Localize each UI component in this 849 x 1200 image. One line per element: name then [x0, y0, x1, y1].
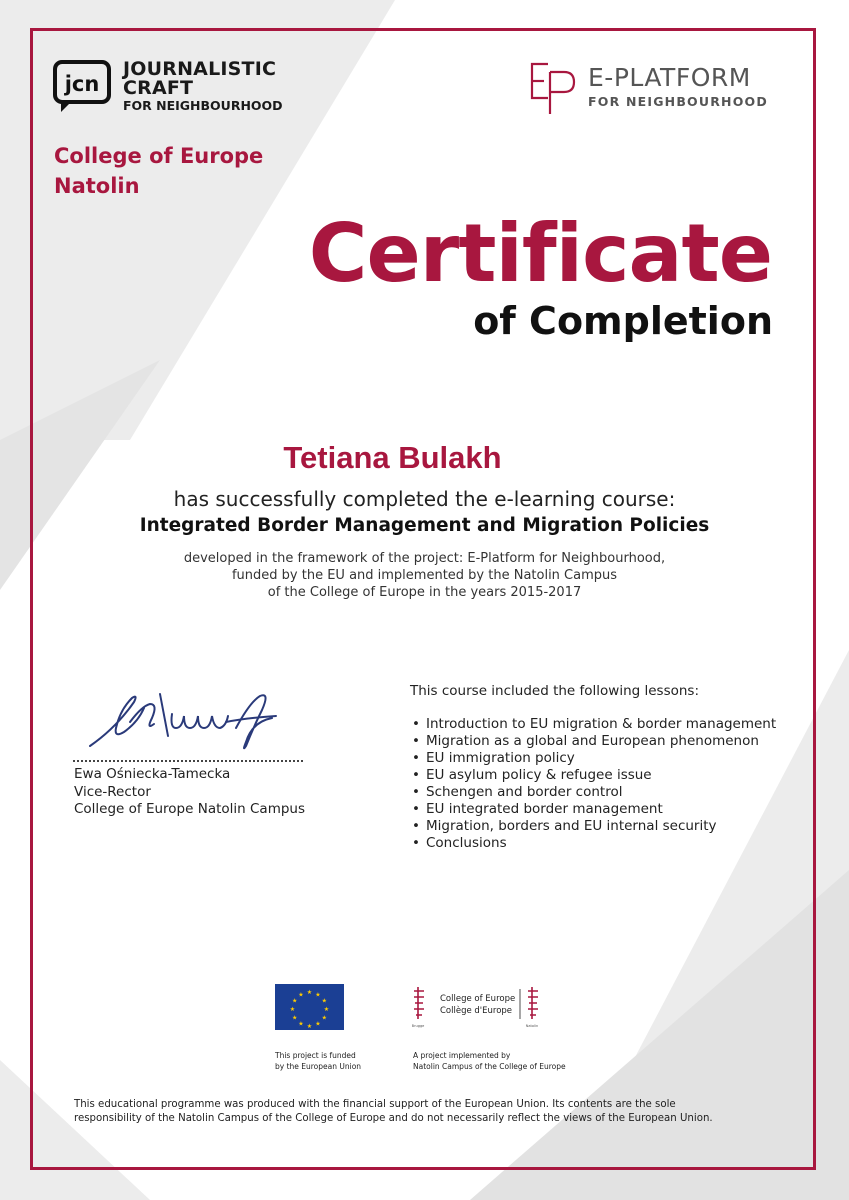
list-item: • EU asylum policy & refugee issue: [410, 767, 790, 784]
jcn-line2: CRAFT: [123, 77, 194, 99]
jcn-line3: FOR NEIGHBOURHOOD: [123, 98, 283, 113]
lessons-list: [410, 716, 790, 852]
list-item: • Schengen and border control: [410, 784, 790, 801]
svg-text:★: ★: [321, 997, 327, 1005]
e-platform-wordmark: [588, 64, 768, 109]
svg-text:★: ★: [315, 991, 321, 999]
list-item: • Migration as a global and European phenomenon: [410, 733, 790, 750]
signer-name: Ewa Ośniecka-Tamecka: [74, 766, 231, 782]
jcn-logo-icon: [53, 60, 111, 112]
college-line1: College of Europe: [54, 144, 264, 168]
ep-monogram-icon: [528, 58, 580, 116]
coe-name-en: College of Europe: [440, 994, 516, 1004]
handwritten-signature-icon: [86, 688, 286, 754]
list-item: • Introduction to EU migration & border management: [410, 716, 790, 733]
eu-caption-line2: by the European Union: [275, 1062, 362, 1071]
signer-role: Vice-Rector: [74, 783, 151, 800]
course-name: Integrated Border Management and Migration Policies: [139, 515, 710, 536]
coe-caption-line1: A project implemented by: [413, 1051, 511, 1060]
svg-text:Natolin: Natolin: [525, 1024, 539, 1028]
jcn-mark-text: jcn: [64, 72, 100, 96]
framework-line: developed in the framework of the project: E-Platform for Neighbourhood,: [183, 551, 666, 566]
jcn-line1: JOURNALISTIC: [123, 58, 277, 80]
framework-line: of the College of Europe in the years 2015-2017: [267, 585, 582, 600]
jcn-wordmark: [123, 60, 283, 113]
implementation-caption: [413, 1050, 566, 1072]
signer-organization: College of Europe Natolin Campus: [74, 801, 306, 817]
svg-text:★: ★: [306, 1023, 313, 1030]
eu-flag-icon: [275, 984, 344, 1030]
college-of-europe-names: [440, 993, 515, 1017]
coe-caption-line2: Natolin Campus of the College of Europe: [413, 1062, 566, 1071]
ep-title: E-PLATFORM: [588, 63, 751, 92]
svg-text:★: ★: [292, 997, 298, 1005]
signer-block: [74, 766, 305, 819]
certificate-title: Certificate: [308, 207, 772, 300]
svg-text:★: ★: [298, 991, 304, 999]
list-item: • Migration, borders and EU internal security: [410, 818, 790, 835]
disclaimer-line2: responsibility of the Natolin Campus of the College of Europe and do not necessarily reflect the views of the European Union.: [74, 1113, 713, 1124]
college-name: [54, 141, 263, 201]
eu-caption-line1: This project is funded: [275, 1051, 356, 1060]
project-framework: [0, 550, 849, 601]
list-item: • EU immigration policy: [410, 750, 790, 767]
svg-text:★: ★: [306, 989, 313, 996]
svg-text:★: ★: [323, 1006, 330, 1013]
certificate-subtitle: of Completion: [473, 299, 773, 343]
svg-text:★: ★: [321, 1014, 327, 1022]
svg-text:★: ★: [298, 1020, 304, 1028]
eu-funding-caption: [275, 1050, 361, 1072]
svg-text:★: ★: [289, 1006, 296, 1013]
disclaimer-line1: This educational programme was produced with the financial support of the European Union. Its contents are the sole: [74, 1099, 676, 1110]
framework-line: funded by the EU and implemented by the Natolin Campus: [231, 568, 618, 583]
eu-disclaimer: [74, 1098, 794, 1126]
college-line2: Natolin: [54, 174, 140, 198]
recipient-name: Tetiana Bulakh: [283, 440, 502, 475]
lessons-heading: This course included the following lessons:: [410, 683, 700, 699]
signature-line: [73, 760, 303, 762]
list-item: • Conclusions: [410, 835, 790, 852]
completion-statement: has successfully completed the e-learning course:: [173, 487, 676, 511]
svg-text:★: ★: [315, 1020, 321, 1028]
svg-text:★: ★: [292, 1014, 298, 1022]
coe-name-fr: Collège d'Europe: [440, 1006, 513, 1016]
ep-subtitle: FOR NEIGHBOURHOOD: [588, 94, 768, 109]
list-item: • EU integrated border management: [410, 801, 790, 818]
svg-text:Brugge: Brugge: [412, 1024, 425, 1028]
